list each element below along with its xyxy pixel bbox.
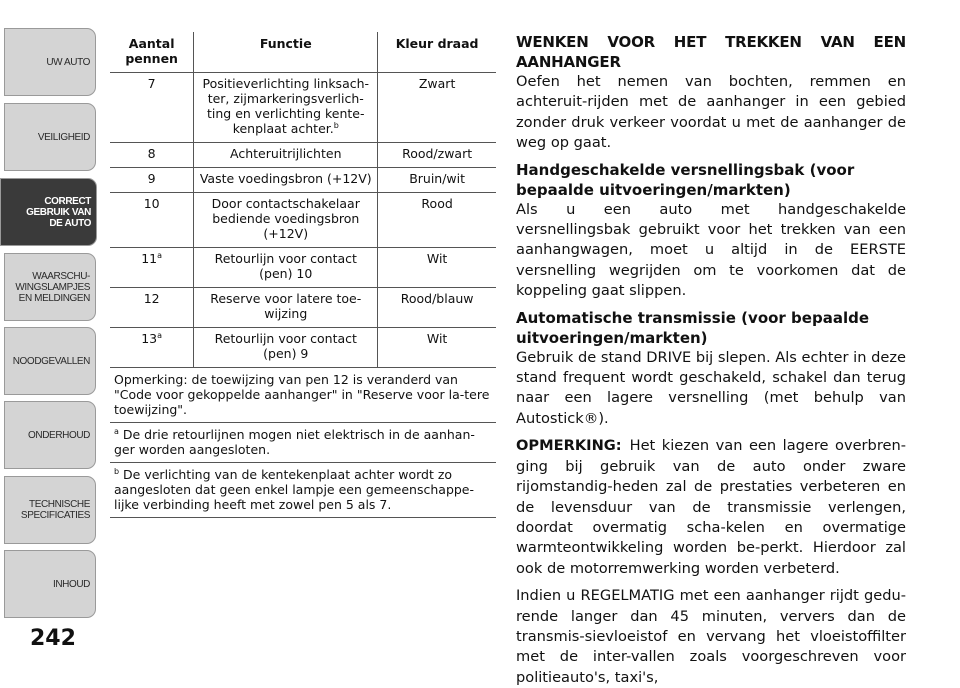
- function-cell: Retourlijn voor contact (pen) 9: [194, 328, 378, 368]
- table-row: [110, 168, 496, 193]
- tab-waarschuwingslampjes[interactable]: WAARSCHU- WINGSLAMPJES EN MELDINGEN: [4, 253, 96, 321]
- pin-number: 11: [141, 251, 158, 266]
- footnote-text: De drie retourlijnen mogen niet elektrisch in de aanhan-ger worden aangesloten.: [114, 427, 475, 457]
- tab-veiligheid[interactable]: VEILIGHEID: [4, 103, 96, 171]
- header-pins: Aantal pennen: [125, 36, 178, 66]
- table-note-row: [110, 368, 496, 423]
- pin-cell: [110, 73, 194, 143]
- color-cell: Wit: [426, 251, 448, 266]
- function-cell: Door contactschakelaar bediende voedingsbron (+12V): [194, 193, 378, 248]
- table-footnote-row: [110, 423, 496, 463]
- table-row: [110, 73, 496, 143]
- pin-cell: [110, 248, 194, 288]
- section-heading: WENKEN VOOR HET TREKKEN VAN EEN AANHANGER: [516, 33, 906, 71]
- pin-cell: [110, 193, 194, 248]
- function-cell: [194, 73, 378, 143]
- function-cell: Vaste voedingsbron (+12V): [194, 168, 378, 193]
- pin-number: 7: [147, 76, 156, 91]
- tab-technische-specificaties[interactable]: TECHNISCHE SPECIFICATIES: [4, 476, 96, 544]
- table-footnote: [110, 423, 496, 463]
- color-cell: Rood/zwart: [402, 146, 473, 161]
- table-row: [110, 143, 496, 168]
- table-footnote: [110, 463, 496, 518]
- color-cell: Rood: [421, 196, 453, 211]
- automatic-transmission-heading: Automatische transmissie (voor bepaalde uitvoeringen/markten): [516, 308, 869, 347]
- tab-onderhoud[interactable]: ONDERHOUD: [4, 401, 96, 469]
- pin-number: 9: [147, 171, 156, 186]
- note-paragraph: [516, 436, 906, 579]
- regular-towing-paragraph: Indien u REGELMATIG met een aanhanger rijdt gedu-rende langer dan 45 minuten, ververs dan de transmis-sievloeistof en vervang het vloeistoffilter met de inter-vallen zoals voorgeschreven voor politieauto's, taxi's,: [516, 587, 906, 686]
- manual-gearbox-paragraph: Als u een auto met handgeschakelde versnellingsbak gebruikt voor het trekken van een aanhangwagen, moet u altijd in de EERSTE versnelling wegrijden om te voorkomen dat de koppeling gaat slippen.: [516, 200, 906, 300]
- pin-number: 13: [141, 331, 158, 346]
- table-header-row: [110, 32, 496, 73]
- note-body: Het kiezen van een lagere overbren-ging bij gebruik van de auto onder zware rijomstandig-heden zal de prestaties verbeteren en de levensduur van de transmissie verlengen, doordat overmatig scha-kelen en overmatige warmteontwikkeling worden be-perkt. Hierdoor zal ook de motorremwerking worden verbeterd.: [516, 437, 906, 577]
- footnote-marker: b: [114, 466, 120, 476]
- table-row: [110, 328, 496, 368]
- tab-noodgevallen[interactable]: NOODGEVALLEN: [4, 327, 96, 395]
- pin-cell: [110, 328, 194, 368]
- main-text-column: [516, 32, 906, 688]
- function-cell: Retourlijn voor contact (pen) 10: [194, 248, 378, 288]
- function-footnote-marker: b: [333, 120, 339, 130]
- function-cell: Reserve voor latere toe-wijzing: [194, 288, 378, 328]
- pin-cell: [110, 288, 194, 328]
- note-text: Opmerking: de toewijzing van pen 12 is veranderd van "Code voor gekoppelde aanhanger" in "Reserve voor la-tere toewijzing".: [114, 372, 490, 417]
- table-footnote-row: [110, 463, 496, 518]
- color-cell: Wit: [426, 331, 448, 346]
- pin-cell: [110, 143, 194, 168]
- pin-number: 10: [143, 196, 160, 211]
- table-row: [110, 248, 496, 288]
- table-row: [110, 193, 496, 248]
- note-label: OPMERKING:: [516, 437, 622, 455]
- manual-gearbox-heading: Handgeschakelde versnellingsbak (voor bepaalde uitvoeringen/markten): [516, 160, 855, 199]
- tab-inhoud[interactable]: INHOUD: [4, 550, 96, 618]
- function-cell: Achteruitrijlichten: [194, 143, 378, 168]
- function-text: Positieverlichting linksach-ter, zijmarkeringsverlich-ting en verlichting kente-kenplaat achter.: [202, 76, 370, 136]
- intro-paragraph: Oefen het nemen van bochten, remmen en achteruit-rijden met de aanhanger in een gebied zonder druk verkeer voordat u met de aanhanger de weg op gaat.: [516, 73, 906, 152]
- tab-uw-auto[interactable]: UW AUTO: [4, 28, 96, 96]
- header-function: Functie: [194, 32, 378, 73]
- color-cell: Bruin/wit: [409, 171, 466, 186]
- pin-footnote-marker: a: [157, 250, 163, 260]
- page-number: 242: [30, 626, 76, 651]
- color-cell: Rood/blauw: [400, 291, 474, 306]
- footnote-marker: a: [114, 426, 119, 436]
- automatic-transmission-paragraph: Gebruik de stand DRIVE bij slepen. Als echter in deze stand frequent wordt geschakeld, schakel dan terug naar een lagere versnelling (met behulp van Autostick®).: [516, 348, 906, 427]
- pin-number: 12: [143, 291, 160, 306]
- table-row: [110, 288, 496, 328]
- table-note: [110, 368, 496, 423]
- trailer-wiring-table: [110, 32, 496, 518]
- pin-footnote-marker: a: [157, 330, 163, 340]
- pin-number: 8: [147, 146, 156, 161]
- footnote-text: De verlichting van de kentekenplaat achter wordt zo aangesloten dat geen enkel lampje een gemeenschappe-lijke verbinding heeft met zowel pen 5 als 7.: [114, 467, 475, 512]
- pin-cell: [110, 168, 194, 193]
- tab-correct-gebruik[interactable]: CORRECT GEBRUIK VAN DE AUTO: [0, 178, 97, 246]
- header-color: Kleur draad: [395, 36, 479, 51]
- color-cell: Zwart: [418, 76, 456, 91]
